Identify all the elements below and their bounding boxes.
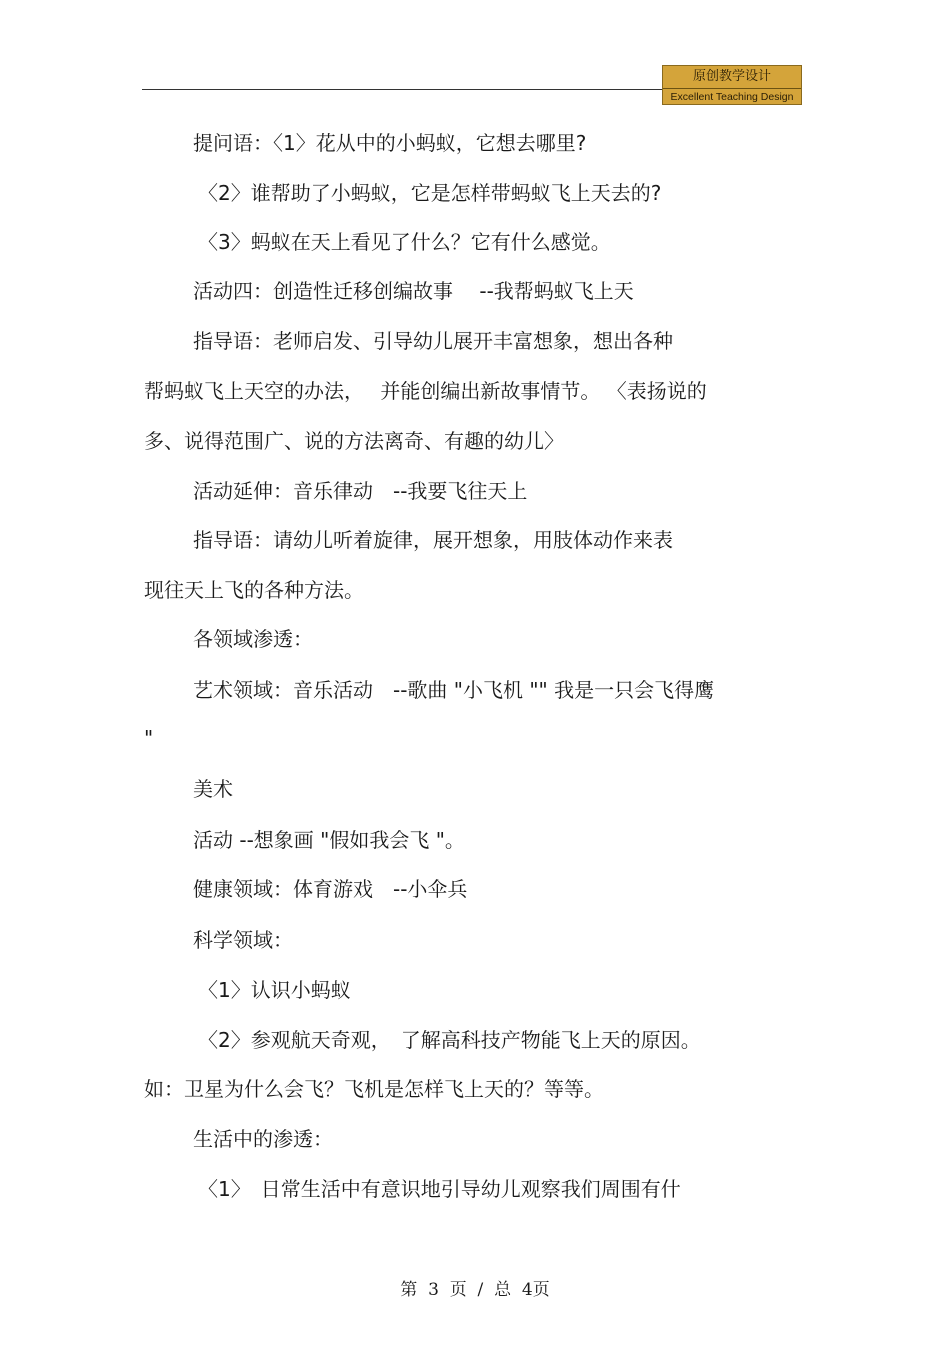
science-domain-heading: 科学领域： bbox=[193, 928, 293, 952]
header-rule bbox=[142, 89, 662, 90]
health-domain-text: 健康领域：体育游戏 --小伞兵 bbox=[193, 877, 468, 901]
question-prompt-3: 〈3〉蚂蚁在天上看见了什么？它有什么感觉。 bbox=[198, 230, 611, 254]
life-item-1: 〈1〉 日常生活中有意识地引导幼儿观察我们周围有什 bbox=[198, 1177, 681, 1201]
badge-title-en: Excellent Teaching Design bbox=[670, 91, 794, 103]
guidance-text-1-cont: 帮蚂蚁飞上天空的办法， 并能创编出新故事情节。 〈表扬说的 bbox=[144, 379, 707, 403]
domain-infiltration-heading: 各领域渗透： bbox=[193, 627, 313, 651]
page-number: 第 3 页 / 总 4页 bbox=[400, 1280, 550, 1300]
badge-title-cn: 原创教学设计 bbox=[692, 69, 771, 84]
header-badge bbox=[662, 65, 802, 105]
question-prompt-1: 提问语：〈1〉花从中的小蚂蚁，它想去哪里? bbox=[193, 131, 587, 155]
science-item-2-cont: 如：卫星为什么会飞？飞机是怎样飞上天的？等等。 bbox=[144, 1077, 604, 1101]
science-item-2: 〈2〉参观航天奇观， 了解高科技产物能飞上天的原因。 bbox=[198, 1028, 701, 1052]
life-infiltration-heading: 生活中的渗透： bbox=[193, 1127, 333, 1151]
guidance-text-1: 指导语：老师启发、引导幼儿展开丰富想象，想出各种 bbox=[193, 329, 673, 353]
science-item-1: 〈1〉认识小蚂蚁 bbox=[198, 978, 351, 1002]
question-prompt-2: 〈2〉谁帮助了小蚂蚁，它是怎样带蚂蚁飞上天去的? bbox=[198, 181, 662, 205]
fine-art-activity: 活动 --想象画 "假如我会飞 "。 bbox=[193, 828, 465, 852]
art-domain-text: 艺术领域：音乐活动 --歌曲 "小飞机 "" 我是一只会飞得鹰 bbox=[193, 678, 715, 702]
activity-extension-heading: 活动延伸：音乐律动 --我要飞往天上 bbox=[193, 479, 528, 503]
activity-four-heading: 活动四：创造性迁移创编故事 --我帮蚂蚁飞上天 bbox=[193, 279, 634, 303]
guidance-text-2-cont: 现往天上飞的各种方法。 bbox=[144, 578, 364, 602]
art-domain-text-cont: " bbox=[144, 726, 154, 750]
badge-divider bbox=[663, 88, 801, 89]
guidance-text-1-cont2: 多、说得范围广、说的方法离奇、有趣的幼儿〉 bbox=[144, 429, 564, 453]
fine-art-label: 美术 bbox=[193, 777, 233, 801]
guidance-text-2: 指导语：请幼儿听着旋律，展开想象，用肢体动作来表 bbox=[193, 528, 673, 552]
